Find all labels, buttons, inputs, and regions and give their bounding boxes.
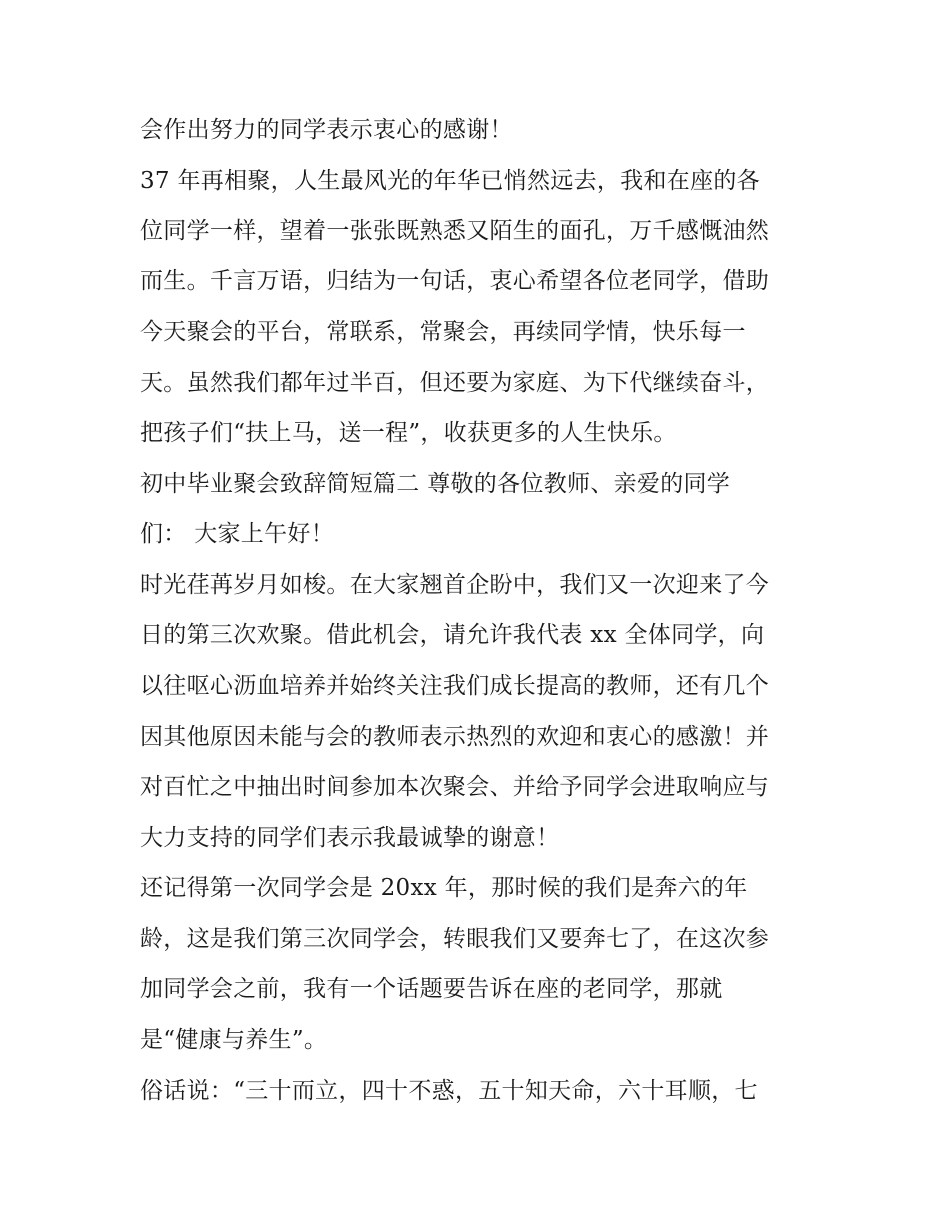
text-line: 位同学一样，望着一张张既熟悉又陌生的面孔，万千感慨油然 xyxy=(140,218,770,244)
text-line: 日的第三次欢聚。借此机会，请允许我代表 xx 全体同学，向 xyxy=(140,622,765,648)
text-line: 因其他原因未能与会的教师表示热烈的欢迎和衷心的感激！并 xyxy=(140,724,770,750)
text-line: 把孩子们“扶上马，送一程”，收获更多的人生快乐。 xyxy=(140,420,677,446)
text-line: 以往呕心沥血培养并始终关注我们成长提高的教师，还有几个 xyxy=(140,673,770,699)
text-line: 今天聚会的平台，常联系，常聚会，再续同学情，快乐每一 xyxy=(140,319,746,345)
text-line: 加同学会之前，我有一个话题要告诉在座的老同学，那就 xyxy=(140,976,723,1002)
text-line: 龄，这是我们第三次同学会，转眼我们又要奔七了，在这次参 xyxy=(140,926,770,952)
text-line: 而生。千言万语，归结为一句话，衷心希望各位老同学，借助 xyxy=(140,268,770,294)
text-line: 初中毕业聚会致辞简短篇二 尊敬的各位教师、亲爱的同学 xyxy=(140,471,731,497)
text-line: 是“健康与养生”。 xyxy=(140,1027,328,1053)
text-line: 还记得第一次同学会是 20xx 年，那时候的我们是奔六的年 xyxy=(140,875,748,901)
text-line: 们： 大家上午好！ xyxy=(140,521,335,547)
text-line: 俗话说：“三十而立，四十不惑，五十知天命，六十耳顺，七 xyxy=(140,1078,758,1104)
text-line: 天。虽然我们都年过半百，但还要为家庭、为下代继续奋斗， xyxy=(140,370,770,396)
text-line: 会作出努力的同学表示衷心的感谢！ xyxy=(140,117,513,143)
text-line: 对百忙之中抽出时间参加本次聚会、并给予同学会进取响应与 xyxy=(140,774,770,800)
text-line: 大力支持的同学们表示我最诚挚的谢意！ xyxy=(140,825,560,851)
text-line: 37 年再相聚，人生最风光的年华已悄然远去，我和在座的各 xyxy=(140,168,760,194)
text-line: 时光荏苒岁月如梭。在大家翘首企盼中，我们又一次迎来了今 xyxy=(140,572,770,598)
